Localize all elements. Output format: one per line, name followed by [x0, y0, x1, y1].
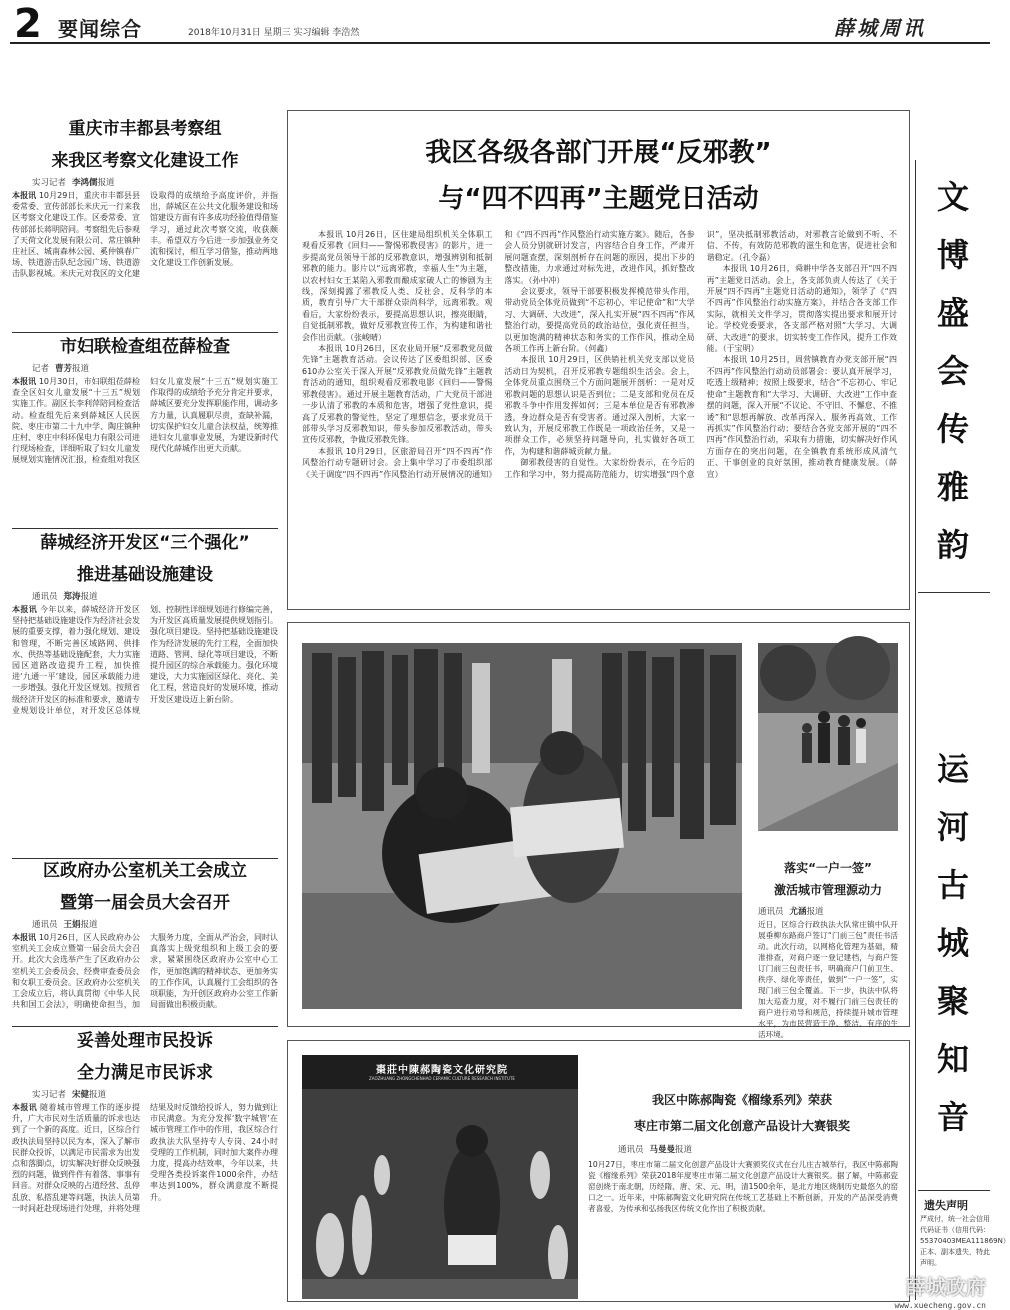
left-article-title: 全力满足市民诉求: [77, 1063, 213, 1083]
right-headline-lower: 运河古城聚知音: [937, 750, 970, 1136]
left-article-title: 妥善处理市民投诉: [77, 1031, 213, 1051]
photo-1-caption-1: 落实“一户一签”: [784, 861, 872, 875]
main-article-title-1: 我区各级各部门开展“反邪教”: [425, 138, 772, 168]
left-article-byline: 实习记者 李鸿儒报道: [32, 178, 115, 188]
left-article-4: [12, 860, 278, 1022]
left-article-title: 暨第一届会员大会召开: [60, 893, 230, 913]
photo-story-1: [287, 622, 910, 1039]
left-article-title: 重庆市丰都县考察组: [68, 119, 222, 139]
left-article-byline: 实习记者 宋健报道: [32, 1090, 107, 1100]
main-article: [287, 110, 910, 610]
photo-2-byline: 通讯员 马曼曼报道: [618, 1145, 693, 1155]
main-article-paragraph: 本报讯 10月26日，区农业局开展“反邪教党员做先锋”主题教育活动。会议传达了区委组织部、区委610办公室关于深入开展“反邪教党员做先锋”主题教育活动的通知，组织观看反邪教电影《回归——警惕邪教侵害》。通过开展主题教育活动，广大党员干部进一步认清了邪教的本质和危害，增强了党性意识，提高了反邪教的警觉性，坚定了理想信念，要求党员干部带头学习反邪教知识，带头参加反邪教活动，带头宣传反邪教，争做反邪教先锋。: [302, 344, 493, 445]
ceramics-photo: [302, 1055, 578, 1299]
left-article-body: 本报讯 10月29日，重庆市丰都县县委常委、宣传部部长米庆元一行来我区考察文化建设工作。区委常委、宣传部部长蒋明陪同。考察组先后参观了天荷文化发展有限公司、常庄镇种庄社区、城南森林公园、奚仲镇春广场、铁道游击队纪念园广场、铁道游击队影视城。米庆元对我区的文化建设取得的成绩给予高度评价，并指出，薛城区在公共文化服务建设和场馆建设方面有许多成功经验值得借鉴学习，通过此次考察交流，收获颇丰。希望双方今后进一步加强业务交流和探讨，相互学习借鉴，推动两地文化建设工作创新发展。: [12, 191, 278, 279]
masthead: [10, 1, 990, 47]
issue-meta: 2018年10月31日 星期三 实习编辑 李浩然: [188, 28, 360, 38]
watermark: 薛城政府: [906, 1275, 986, 1299]
photo-2-title-1: 我区中陈郝陶瓷《榴缘系列》荣获: [651, 1093, 832, 1107]
main-article-paragraph: 本报讯 10月26日，舜耕中学各支部召开“四不四再”主题党日活动。会上，各支部负责人传达了《关于开展“四不四再”主题党日活动的通知》，领学了《“四不四再”作风整治行动实施方案》，并结合各支部工作实际，就相关文件学习，贯彻落实提出要求和展开讨论。学校党委要求，各支部严格对照“大学习、大调研、大改进”的要求，切实转变工作作风，提升工作效能。（于宝明）: [706, 264, 897, 354]
main-article-paragraph: 御邪教侵害的自觉性。大家纷纷表示，在今后的工作和学习中，努力提高防范能力，切实增强“四个意识”，坚决抵制邪教活动，对邪教言论做到不听、不信、不传，有效防范邪教的滋生和危害，促进社会和谐稳定。（孔令磊）: [504, 230, 897, 479]
street-photo: [758, 643, 898, 831]
left-article-1: [12, 118, 278, 328]
main-article-paragraph: 本报讯 10月29日，区旅游局召开“四不四再”作风整治行动专题研讨会。会上集中学习了市委组织部《关于调度“四不四再”作风整治行动开展情况的通知》和《“四不四再”作风整治行动实施方案》。随后，各参会人员分别就研讨发言，内容结合自身工作，严肃开展问题查摆，深刻剖析存在问题的原因，提出下步的整改措施，力求通过对标先进，改进作风，抓好整改落实。（孙中冲）: [302, 230, 695, 479]
lost-notice-title: 遗失声明: [924, 1199, 968, 1212]
right-headline-upper: 文博盛会传雅韵: [937, 178, 970, 564]
left-article-body: 本报讯 10月30日，市妇联组莅薛检查全区妇女儿童发展“十三五”规划实施工作。副区长李利萍陪同检查活动。检查组先后来到薛城区人民医院、枣庄市第二十九中学、陶庄镇种庄村、枣庄中科环保电力有限公司进行现场检查，详细听取了妇女儿童发展规划实施情况汇报，检查组对我区妇女儿童发展“十三五”规划实施工作取得的成绩给予充分肯定并要求，薛城区要充分发挥职能作用，调动多方力量，认真履职尽责，查缺补漏，切实保护妇女儿童合法权益，统筹推进妇女儿童事业发展，为建设新时代现代化薛城作出更大贡献。: [12, 377, 278, 465]
paper-name: 薛城周讯: [834, 16, 926, 40]
left-article-2: [12, 336, 278, 524]
photo-story-2: [287, 1040, 910, 1302]
main-article-title-2: 与“四不四再”主题党日活动: [438, 184, 759, 214]
lost-notice-text: 严成付，统一社会信用代码证书（信用代码：55370403MEA111869N）正本、副本遗失，特此声明。: [920, 1215, 1010, 1267]
watermark-url: www.xuecheng.gov.cn: [894, 1301, 986, 1310]
section-title: 要闻综合: [58, 17, 142, 41]
institute-sign-english: ZAOZHUANG ZHONGCHENHAO CERAMIC CULTURE RESEARCH INSTITUTE: [369, 1076, 515, 1081]
main-article-paragraph: 会议要求，领导干部要积极发挥模范带头作用，带动党员全体党员做到“不忘初心，牢记使命”和“大学习、大调研、大改进”，深入扎实开展“四不四再”作风整治行动，要提高党员的政治站位，强化责任担当，以更加饱满的精神状态和务实的工作作风，推动全局各项工作再上新台阶。（何鑫）: [504, 287, 695, 354]
main-article-paragraph: 本报讯 10月29日，区供销社机关党支部以党员活动日为契机，召开反邪教专题组织生活会。会上，全体党员重点围绕三个方面问题展开剖析：一是对反邪教问题的思想认识是否到位；二是支部和党员在反邪教斗争中作用发挥如何；三是本单位是否有邪教渗透，身边群众是否有受害者。通过深入剖析，大家一致认为，开展反邪教工作既是一项政治任务，又是一项群众工作，必须坚持问题导向，扎实做好各项工作，为构建和谐薛城贡献力量。: [504, 355, 695, 456]
photo-1-byline: 通讯员 尤涵报道: [758, 907, 824, 917]
photo-2-text: 10月27日，枣庄市第二届文化创意产品设计大赛颁奖仪式在台儿庄古城举行，我区中陈郝陶瓷《榴缘系列》荣获2018年度枣庄市第二届文化创意产品设计大赛银奖。据了解，中陈郝瓷窑创烧于南北朝，历经隋、唐、宋、元、明，清1500余年，是北方地区烧制历史最悠久的窑口之一。近年来，中陈郝陶瓷文化研究院在传统工艺基础上不断创新，开发的产品深受消费者喜爱，为传承和弘扬我区传统文化作出了积极贡献。: [588, 1160, 898, 1213]
left-article-3: [12, 532, 278, 854]
photo-1-text: 近日，区综合行政执法大队常庄镇中队开展垂柳东路商户签订“门前三包”责任书活动。此次行动，以网格化管理为基础，精准排查，对商户逐一登记建档，与商户签订门前三包责任书，明确商户门前卫生、秩序、绿化等责任，做到“一户一签”，实现门前三包全覆盖。下一步，执法中队将加大巡查力度，对不履行门前三包责任的商户进行劝导和规范，持续提升城市管理水平，为市民营造干净、整洁、有序的生活环境。: [758, 920, 898, 1039]
photo-2-title-2: 枣庄市第二届文化创意产品设计大赛银奖: [633, 1119, 850, 1133]
left-article-title: 来我区考察文化建设工作: [51, 151, 239, 171]
left-article-body: 本报讯 今年以来，薛城经济开发区坚持把基础设施建设作为经济社会发展的重要支撑，着力强化规划、建设和管理，不断完善区域路网、供排水、供热等基础设施配套，大力实施园区道路改造提升工程，加快推进‘九通一平’建设，园区承载能力进一步增强。强化开发区规划。按照省级经济开发区的标准和要求，邀请专业规划设计单位，对开发区总体规划、控制性详细规划进行修编完善，为开发区高质量发展提供规划指引。强化项目建设。坚持把基础设施建设作为经济发展的先行工程，全面加快道路、管网、绿化等项目建设，不断提升园区的综合承载能力。强化环境建设，大力实施园区绿化、亮化、美化工程，营造良好的发展环境，推动开发区建设迈上新台阶。: [12, 605, 278, 715]
left-article-title: 市妇联检查组莅薛检查: [60, 337, 230, 357]
institute-sign: 棗莊中陳郝陶瓷文化研究院: [376, 1065, 508, 1076]
left-article-title: 薛城经济开发区“三个强化”: [40, 533, 250, 553]
photo-1-caption-2: 激活城市管理源动力: [773, 883, 882, 897]
left-article-title: 推进基础设施建设: [77, 565, 213, 585]
main-article-paragraph: 本报讯 10月25日，周营镇教育办党支部开展“四不四再”作风整治行动动员部署会：要认真开展学习，吃透上级精神；按照上级要求，结合“不忘初心、牢记使命”主题教育和“大学习、大调研、大改进”工作中查摆的问题，深入开展“不议论、不守旧、不懈怠、不推诿”和“思想再解放、改革再深入、服务再高效、工作再抓实”作风整治行动；要结合各党支部开展的“四不四再”作风整治行动，采取有力措施，切实解决好作风方面存在的突出问题，在全镇教育系统形成风清气正、干事创业的良好氛围，推动教育健康发展。（薛宣）: [706, 355, 897, 479]
left-article-title: 区政府办公室机关工会成立: [43, 861, 247, 881]
left-article-body: 本报讯 10月26日，区人民政府办公室机关工会成立暨第一届会员大会召开。此次大会选举产生了区政府办公室机关工会委员会、经费审查委员会和女职工委员会。区政府办公室机关工会成立后，将认真贯彻《中华人民共和国工会法》，明确使命担当，加大服务力度，全面从严治会，同时认真落实上级党组织和上级工会的要求，紧紧围绕区政府办公室中心工作，更加饱满的精神状态、更加务实的工作作风，认真履行工会组织的各项职能，为开创区政府办公室工作新局面做出积极贡献。: [12, 933, 278, 1010]
left-article-byline: 记者 曹芳报道: [32, 364, 90, 374]
main-article-body: [302, 229, 897, 601]
left-article-byline: 通讯员 郑涛报道: [32, 592, 98, 602]
main-article-paragraph: 本报讯 10月26日，区住建局组织机关全体职工观看反邪教《回归——警惕邪教侵害》的影片，进一步提高党员领导干部的反邪教意识，增强辨别和抵制邪教的能力。影片以“远离邪教，幸福人生”为主题，以农村妇女王某陷入邪教而酿成家破人亡的惨剧为主线，深刻揭露了邪教反人类、反社会、反科学的本质，教育引导广大干部群众崇尚科学，远离邪教。观看后，大家纷纷表示，要提高思想认识，擦亮眼睛，自觉抵制邪教，做好反邪教宣传工作，为构建和谐社会作出贡献。（张峻晴）: [302, 230, 493, 342]
page-number: 2: [14, 1, 42, 47]
left-article-5: [12, 1030, 278, 1300]
market-photo: [302, 643, 742, 1009]
left-article-body: 本报讯 随着城市管理工作的逐步提升，广大市民对生活质量的诉求也达到了一个新的高度。近日，区综合行政执法局坚持以民为本，深入了解市民群众投诉，以满足市民需求为出发点和落脚点，切实解决好群众反映强烈的问题，做到件件有着落、事事有回音。对群众反映的占道经营、乱停乱放、私搭乱建等问题，执法人员第一时间赶赴现场进行处理，并将处理结果及时反馈给投诉人，努力做到让市民满意。为充分发挥‘数字城管’在城市管理工作中的作用，我区综合行政执法大队坚持专人专岗、24小时受理的工作机制，同时加大案件办理力度，提高办结效率，今年以来，共受理各类投诉案件1000余件，办结率达到100%，群众满意度不断提升。: [12, 1103, 278, 1213]
left-article-byline: 通讯员 王娟报道: [32, 920, 98, 930]
